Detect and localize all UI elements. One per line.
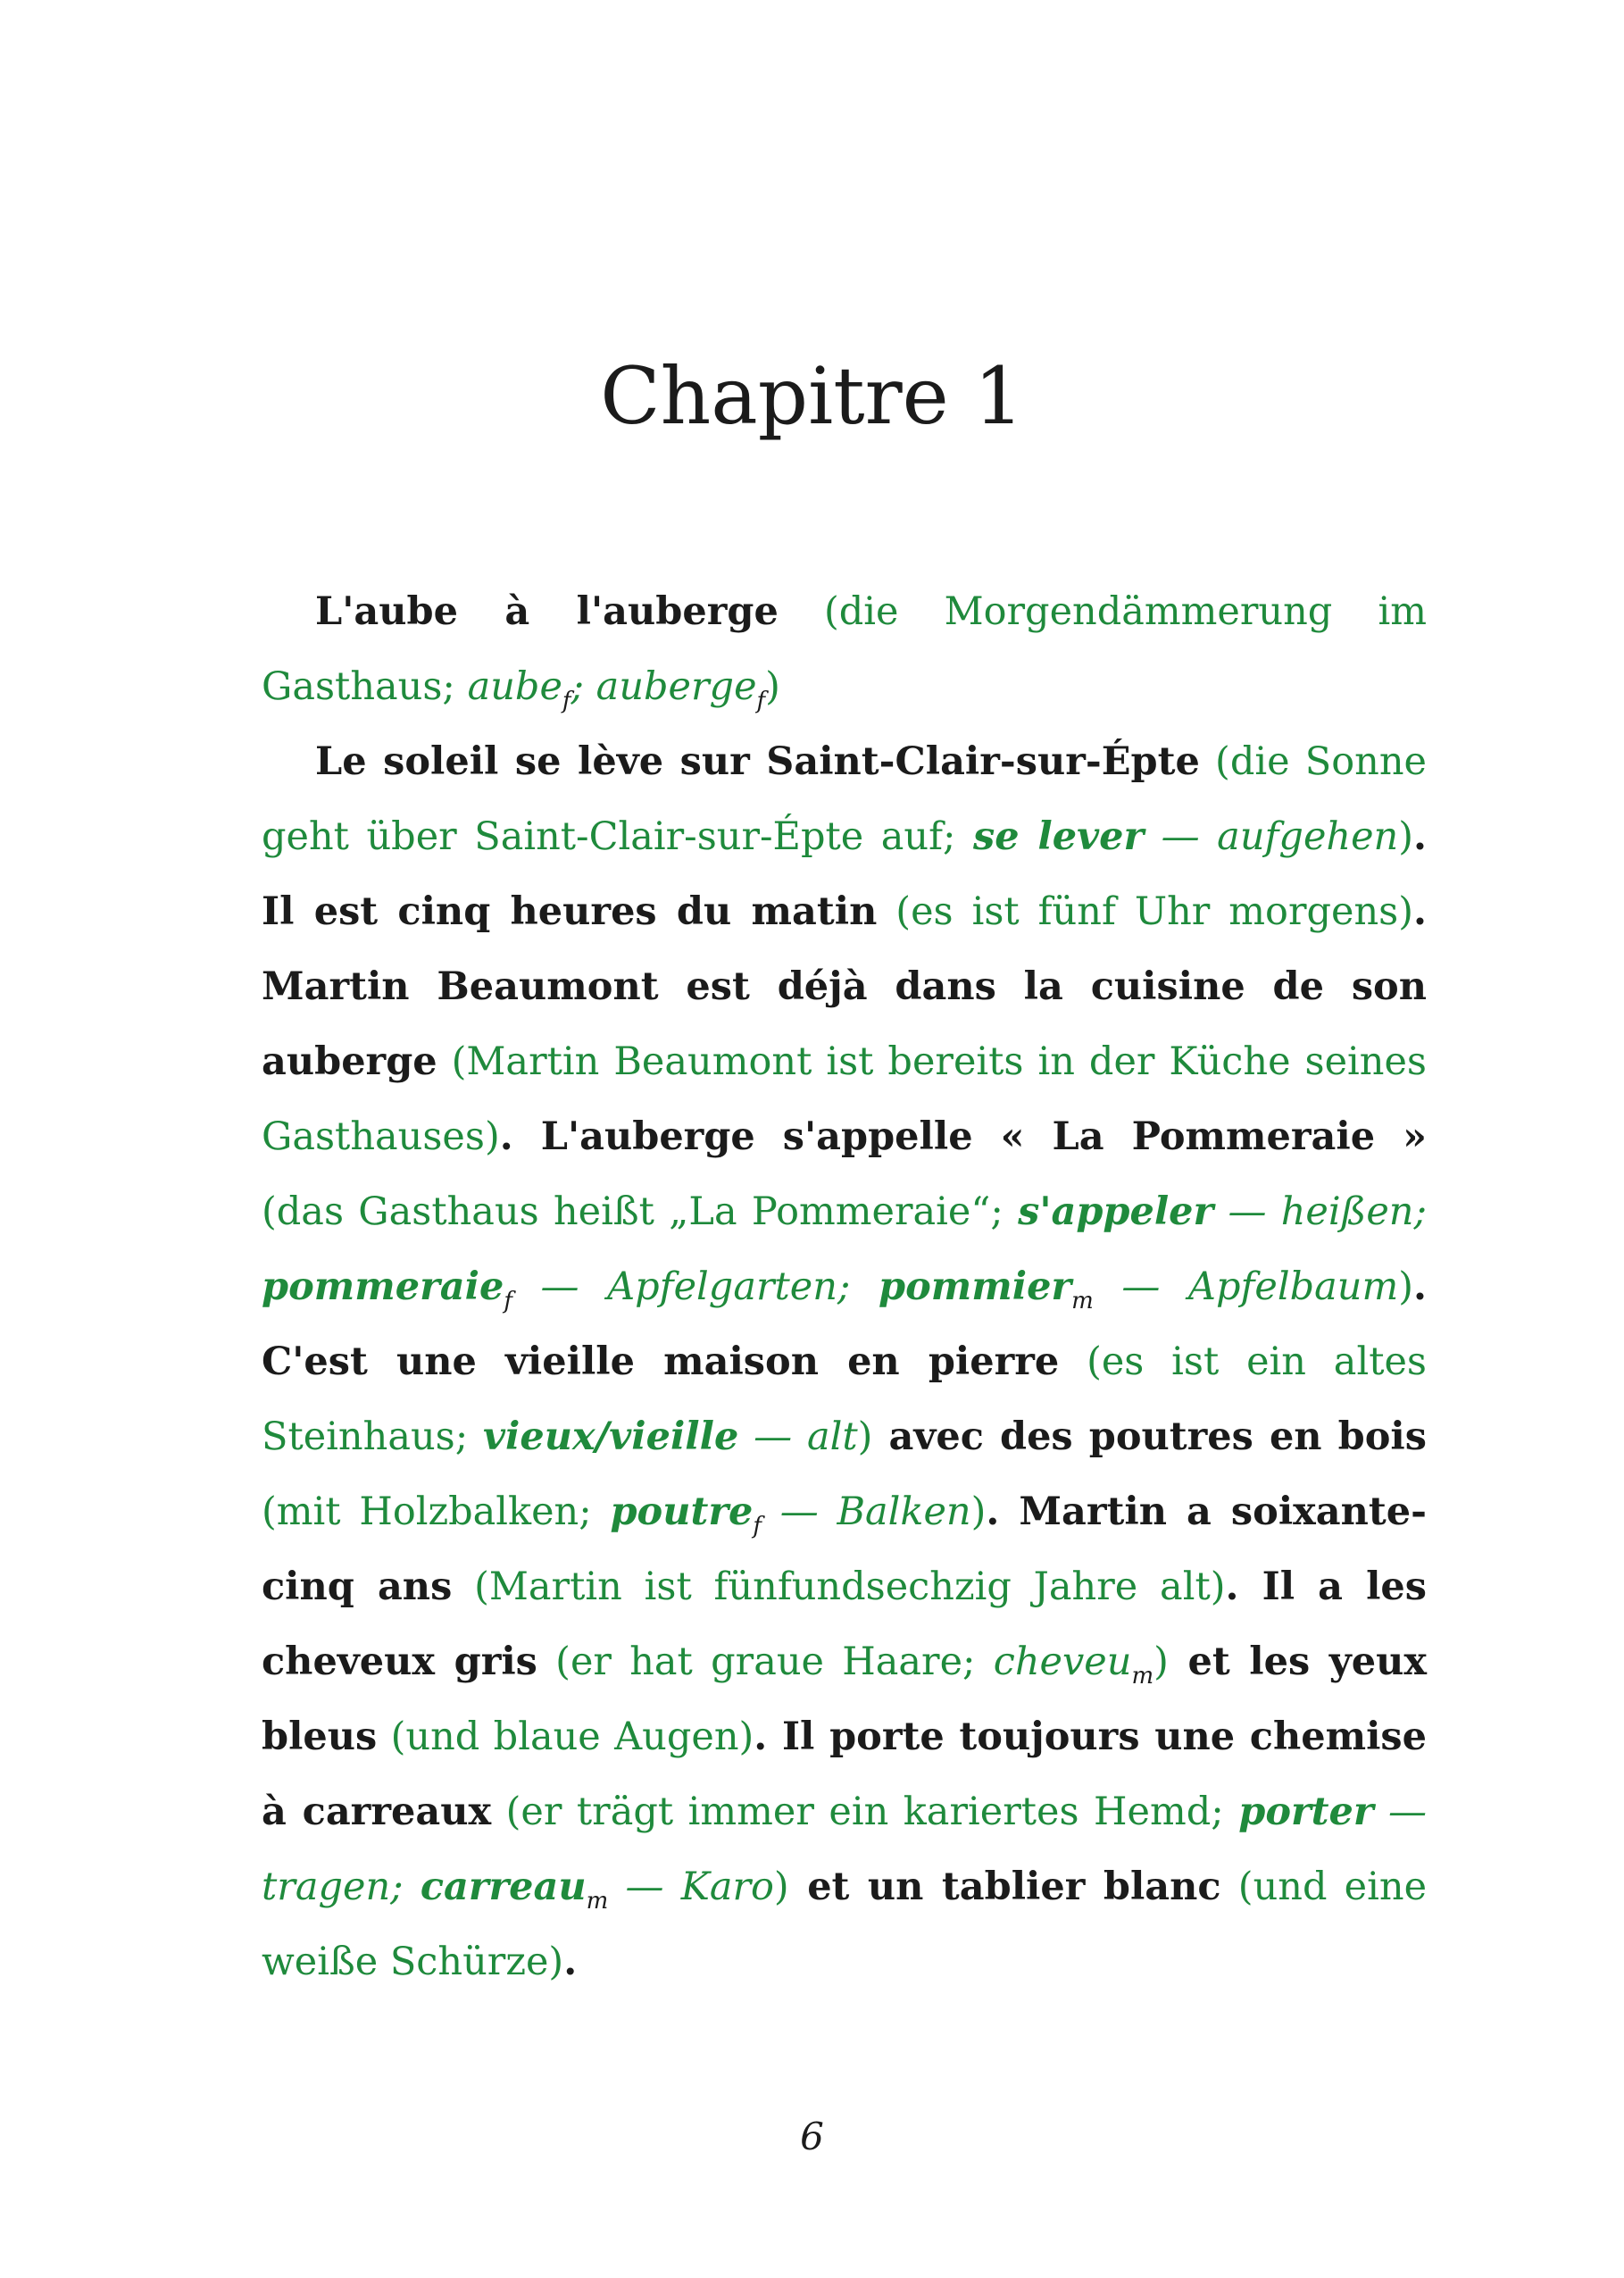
gender-marker: f — [756, 688, 766, 714]
german-translation: (Martin ist fünfundsechzig Jahre alt) — [452, 1565, 1226, 1609]
vocab-word: cheveu — [993, 1640, 1132, 1684]
vocab-french: s'appeler — [1018, 1189, 1214, 1234]
vocab-french: pommier — [879, 1264, 1072, 1309]
vocab-meaning: — tragen; — [262, 1790, 1428, 1909]
french-text: . Il est cinq heures du matin — [262, 814, 1427, 934]
paragraph-main — [262, 724, 1427, 1999]
german-translation: ) — [970, 1489, 987, 1534]
german-translation: ) — [1398, 814, 1414, 859]
german-translation: (es ist fünf Uhr morgens) — [877, 889, 1414, 934]
vocab-french: carreau — [420, 1865, 587, 1909]
french-text: et un tablier blanc — [788, 1865, 1221, 1909]
german-translation: ) — [1398, 1264, 1414, 1309]
german-translation: ) — [857, 1414, 873, 1459]
gender-marker: m — [1071, 1288, 1094, 1314]
vocab-meaning: — aufgehen — [1144, 814, 1399, 859]
page-number: 6 — [800, 2115, 824, 2158]
french-text: . Martin a soixante-cinq ans — [262, 1489, 1427, 1609]
gender-marker: f — [562, 688, 571, 714]
german-translation: (und blaue Augen) — [377, 1715, 754, 1759]
german-translation: (das Gasthaus heißt „La Pommeraie“; — [262, 1189, 1019, 1234]
german-translation: (die Sonne geht über Saint-Clair-sur-Épte auf; — [262, 739, 1427, 859]
vocab-meaning: — Apfelbaum — [1093, 1264, 1399, 1309]
german-translation: ) — [773, 1865, 789, 1909]
vocab-french: poutre — [610, 1489, 754, 1534]
vocab-word: ; auberge — [570, 664, 757, 709]
vocab-french: pommeraie — [262, 1264, 504, 1309]
german-translation: (und eine weiße Schürze) — [262, 1865, 1428, 1984]
french-text: et les yeux bleus — [262, 1640, 1427, 1759]
vocab-word: aube — [467, 664, 562, 709]
vocab-french: porter — [1238, 1790, 1374, 1834]
french-text: . L'auberge s'appelle « La Pommeraie » — [499, 1114, 1427, 1159]
gender-marker: m — [1131, 1663, 1154, 1690]
vocab-meaning: — Apfelgarten; — [512, 1264, 879, 1309]
german-translation: ) — [1153, 1640, 1169, 1684]
french-text: Le soleil se lève sur Saint-Clair-sur-Épte — [315, 739, 1200, 784]
french-text: . Martin Beaumont est déjà dans la cuisine de son auberge — [262, 889, 1427, 1084]
german-translation: (er trägt immer ein kariertes Hemd; — [491, 1790, 1239, 1834]
vocab-french: se lever — [973, 814, 1145, 859]
chapter-title: Chapitre 1 — [600, 350, 1024, 442]
french-text: . Il a les cheveux gris — [262, 1565, 1427, 1684]
french-text: . C'est une vieille maison en pierre — [262, 1264, 1427, 1384]
gender-marker: m — [586, 1888, 609, 1915]
gender-marker: f — [504, 1288, 512, 1314]
paragraph-heading — [262, 574, 1427, 724]
chapter-body — [262, 574, 1427, 1999]
french-text: avec des poutres en bois — [872, 1414, 1427, 1459]
german-translation: (mit Holzbalken; — [262, 1489, 611, 1534]
french-text: . Il porte toujours une chemise à carreaux — [262, 1715, 1427, 1834]
german-translation: (es ist ein altes Steinhaus; — [262, 1339, 1427, 1459]
gender-marker: f — [753, 1513, 762, 1540]
german-translation: ) — [765, 664, 780, 709]
french-text: L'aube à l'auberge — [315, 589, 779, 634]
vocab-meaning: — Karo — [608, 1865, 774, 1909]
french-text: . — [563, 1940, 578, 1984]
german-translation: (die Morgendämmerung im Gasthaus; — [262, 589, 1427, 709]
vocab-meaning: — alt — [738, 1414, 858, 1459]
german-translation: (Martin Beaumont ist bereits in der Küche seines Gasthauses) — [262, 1039, 1427, 1159]
vocab-meaning: — heißen; — [1213, 1189, 1427, 1234]
vocab-french: vieux/vieille — [483, 1414, 739, 1459]
german-translation: (er hat graue Haare; — [537, 1640, 994, 1684]
vocab-meaning: — Balken — [761, 1489, 971, 1534]
